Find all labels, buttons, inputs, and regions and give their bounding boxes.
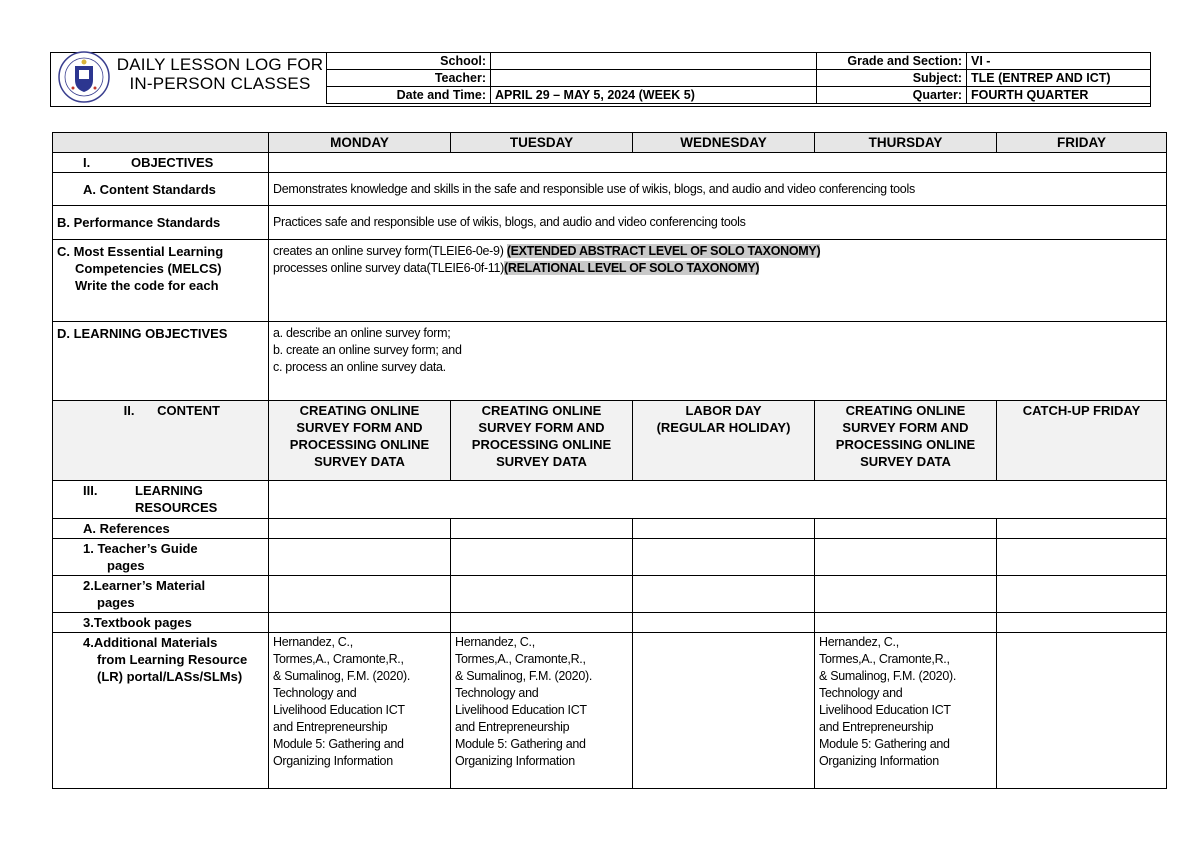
learners-material-label (53, 576, 269, 613)
ref-line: Technology and (273, 686, 357, 700)
lm-tuesday (451, 576, 633, 613)
content-tuesday-line-1: CREATING ONLINE (481, 403, 602, 418)
content-wednesday-line-1: LABOR DAY (685, 403, 762, 418)
tg-monday (269, 539, 451, 576)
grade-label: Grade and Section: (817, 53, 967, 70)
content-label (53, 401, 269, 481)
teachers-guide-label (53, 539, 269, 576)
content-thursday-line-2: SURVEY FORM AND (842, 420, 969, 435)
objective-b: b. create an online survey form; and (273, 343, 462, 357)
ref-line: Tormes,A., Cramonte,R., (455, 652, 586, 666)
ref-line: Tormes,A., Cramonte,R., (273, 652, 404, 666)
day-tuesday: TUESDAY (451, 133, 633, 153)
resources-heading-blank (269, 481, 1167, 519)
learning-objectives-row (53, 322, 1167, 401)
deped-seal-icon (57, 50, 111, 104)
ref-line: Tormes,A., Cramonte,R., (819, 652, 950, 666)
content-monday-line-3: PROCESSING ONLINE (289, 437, 430, 452)
additional-materials-line-3: (LR) portal/LASs/SLMs) (97, 669, 243, 684)
day-wednesday: WEDNESDAY (633, 133, 815, 153)
title-line-2: IN-PERSON CLASSES (129, 74, 311, 93)
objectives-heading-text: OBJECTIVES (131, 155, 214, 170)
tg-thursday (815, 539, 997, 576)
ref-line: & Sumalinog, F.M. (2020). (455, 669, 593, 683)
learners-material-line-1: 2.Learner’s Material (83, 578, 206, 593)
quarter-value: FOURTH QUARTER (967, 87, 1151, 104)
objective-c: c. process an online survey data. (273, 360, 446, 374)
content-tuesday-line-3: PROCESSING ONLINE (471, 437, 612, 452)
content-monday-line-4: SURVEY DATA (314, 454, 405, 469)
performance-standards-label: B. Performance Standards (53, 206, 269, 240)
content-tuesday-line-4: SURVEY DATA (496, 454, 587, 469)
content-thursday-line-3: PROCESSING ONLINE (835, 437, 976, 452)
ref-line: Module 5: Gathering and (819, 737, 950, 751)
day-header-row (53, 133, 1167, 153)
ref-line: and Entrepreneurship (273, 720, 388, 734)
objectives-heading-num: I. (83, 155, 91, 170)
ref-line: and Entrepreneurship (455, 720, 570, 734)
melc-text (269, 240, 1167, 322)
tb-thursday (815, 613, 997, 633)
resources-heading-text-1: LEARNING (135, 483, 203, 498)
content-monday (269, 401, 451, 481)
tb-tuesday (451, 613, 633, 633)
datetime-value: APRIL 29 – MAY 5, 2024 (WEEK 5) (491, 87, 817, 104)
melc-row (53, 240, 1167, 322)
additional-materials-tuesday (451, 633, 633, 789)
teachers-guide-line-2: pages (107, 558, 145, 573)
melc-1-text: creates an online survey form(TLEIE6-0e-9) (273, 244, 507, 258)
ref-line: Livelihood Education ICT (273, 703, 405, 717)
learners-material-row (53, 576, 1167, 613)
ref-line: Module 5: Gathering and (455, 737, 586, 751)
additional-materials-monday (269, 633, 451, 789)
subject-label: Subject: (817, 70, 967, 87)
teacher-label: Teacher: (327, 70, 491, 87)
references-row (53, 519, 1167, 539)
ref-line: Hernandez, C., (455, 635, 535, 649)
content-thursday-line-4: SURVEY DATA (860, 454, 951, 469)
melc-label-line-2: Competencies (MELCS) (75, 261, 222, 276)
school-value (491, 53, 817, 70)
additional-materials-line-1: 4.Additional Materials (83, 635, 218, 650)
melc-label (53, 240, 269, 322)
ref-line: Technology and (819, 686, 903, 700)
ref-line: Hernandez, C., (273, 635, 353, 649)
additional-materials-thursday (815, 633, 997, 789)
datetime-label: Date and Time: (327, 87, 491, 104)
grade-value: VI - (967, 53, 1151, 70)
content-standards-label: A. Content Standards (53, 173, 269, 206)
resources-heading (53, 481, 269, 519)
tb-monday (269, 613, 451, 633)
melc-2 (273, 260, 1162, 277)
day-header-blank (53, 133, 269, 153)
textbook-row (53, 613, 1167, 633)
learning-objectives-label: D. LEARNING OBJECTIVES (53, 322, 269, 401)
content-tuesday (451, 401, 633, 481)
references-friday (997, 519, 1167, 539)
ref-line: Organizing Information (455, 754, 575, 768)
melc-1-tag: (EXTENDED ABSTRACT LEVEL OF SOLO TAXONOMY) (506, 244, 821, 258)
ref-line: & Sumalinog, F.M. (2020). (273, 669, 411, 683)
content-wednesday (633, 401, 815, 481)
content-thursday (815, 401, 997, 481)
lm-thursday (815, 576, 997, 613)
additional-materials-label (53, 633, 269, 789)
objective-a: a. describe an online survey form; (273, 326, 451, 340)
lm-monday (269, 576, 451, 613)
tg-tuesday (451, 539, 633, 576)
teachers-guide-line-1: 1. Teacher’s Guide (83, 541, 198, 556)
melc-2-tag: (RELATIONAL LEVEL OF SOLO TAXONOMY) (504, 261, 760, 275)
content-label-num: II. (123, 403, 135, 418)
teacher-value (491, 70, 817, 87)
tb-friday (997, 613, 1167, 633)
resources-heading-line-1 (83, 482, 264, 499)
ref-line: Livelihood Education ICT (455, 703, 587, 717)
objectives-heading-blank (269, 153, 1167, 173)
performance-standards-row (53, 206, 1167, 240)
ref-line: Module 5: Gathering and (273, 737, 404, 751)
references-tuesday (451, 519, 633, 539)
lesson-log-table (52, 132, 1167, 789)
ref-line: & Sumalinog, F.M. (2020). (819, 669, 957, 683)
additional-materials-friday (997, 633, 1167, 789)
tb-wednesday (633, 613, 815, 633)
additional-materials-line-2: from Learning Resource (97, 652, 248, 667)
tg-wednesday (633, 539, 815, 576)
tg-friday (997, 539, 1167, 576)
melc-1 (273, 243, 1162, 260)
learning-objectives-text (269, 322, 1167, 401)
content-wednesday-line-2: (REGULAR HOLIDAY) (656, 420, 791, 435)
teachers-guide-row (53, 539, 1167, 576)
melc-label-line-3: Write the code for each (75, 278, 219, 293)
lm-wednesday (633, 576, 815, 613)
melc-2-text: processes online survey data(TLEIE6-0f-11) (273, 261, 505, 275)
document-title (116, 55, 324, 93)
content-friday: CATCH-UP FRIDAY (997, 401, 1167, 481)
ref-line: Organizing Information (273, 754, 393, 768)
references-monday (269, 519, 451, 539)
subject-value: TLE (ENTREP AND ICT) (967, 70, 1151, 87)
references-label: A. References (53, 519, 269, 539)
ref-line: Hernandez, C., (819, 635, 899, 649)
resources-heading-text-2: RESOURCES (135, 500, 218, 515)
objectives-heading (53, 153, 269, 173)
content-standards-row (53, 173, 1167, 206)
objectives-heading-row (53, 153, 1167, 173)
content-monday-line-2: SURVEY FORM AND (296, 420, 423, 435)
content-standards-text: Demonstrates knowledge and skills in the safe and responsible use of wikis, blogs, and audio and video conferencing tools (269, 173, 1167, 206)
resources-heading-row (53, 481, 1167, 519)
header-info-table (326, 52, 1151, 104)
quarter-label: Quarter: (817, 87, 967, 104)
content-row (53, 401, 1167, 481)
ref-line: and Entrepreneurship (819, 720, 934, 734)
day-thursday: THURSDAY (815, 133, 997, 153)
title-line-1: DAILY LESSON LOG FOR (116, 55, 324, 74)
content-thursday-line-1: CREATING ONLINE (845, 403, 966, 418)
additional-materials-row (53, 633, 1167, 789)
day-monday: MONDAY (269, 133, 451, 153)
content-monday-line-1: CREATING ONLINE (299, 403, 420, 418)
learners-material-line-2: pages (97, 595, 135, 610)
performance-standards-text: Practices safe and responsible use of wikis, blogs, and audio and video conferencing tools (269, 206, 1167, 240)
content-label-text: CONTENT (157, 403, 220, 418)
school-label: School: (327, 53, 491, 70)
content-tuesday-line-2: SURVEY FORM AND (478, 420, 605, 435)
references-wednesday (633, 519, 815, 539)
melc-label-line-1: C. Most Essential Learning (57, 244, 224, 259)
lm-friday (997, 576, 1167, 613)
ref-line: Organizing Information (819, 754, 939, 768)
additional-materials-wednesday (633, 633, 815, 789)
references-thursday (815, 519, 997, 539)
resources-heading-num: III. (83, 483, 98, 498)
ref-line: Livelihood Education ICT (819, 703, 951, 717)
day-friday: FRIDAY (997, 133, 1167, 153)
textbook-label: 3.Textbook pages (53, 613, 269, 633)
ref-line: Technology and (455, 686, 539, 700)
